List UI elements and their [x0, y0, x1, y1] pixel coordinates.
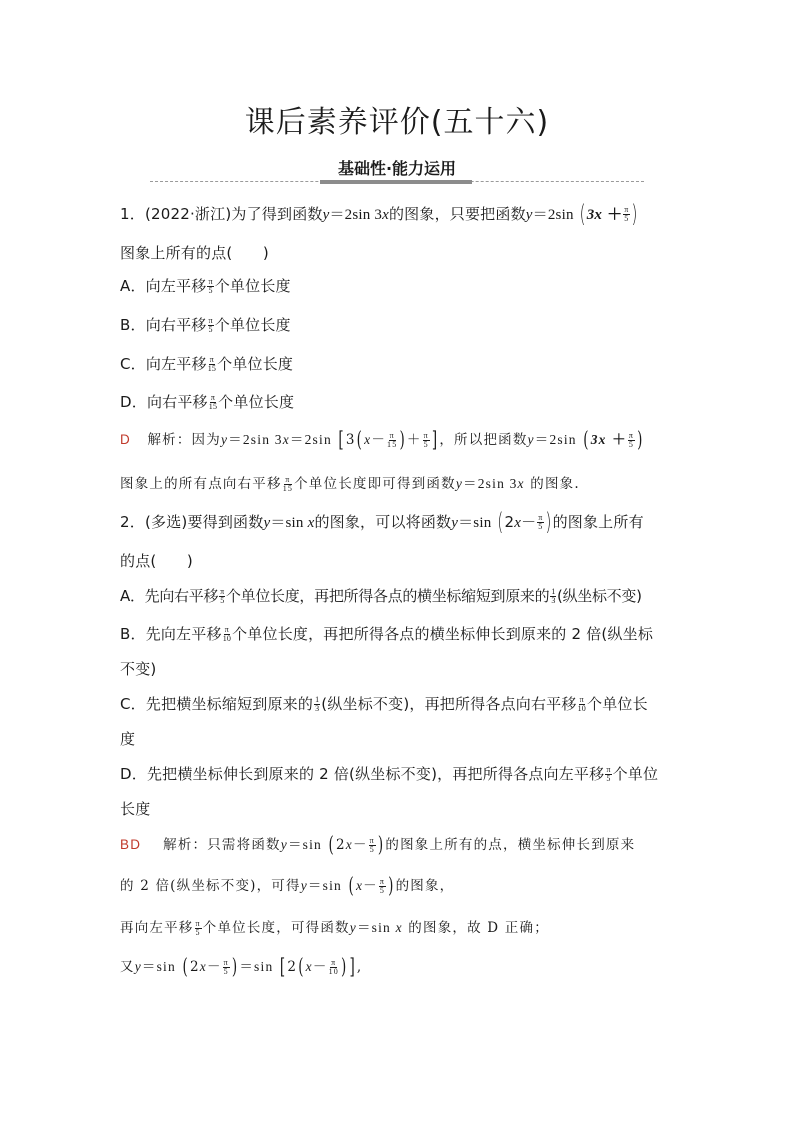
q2-option-b-line2: 不变) [120, 660, 157, 678]
q1-option-c[interactable]: C．向左平移 $\frac{\pi}{15}$ 个单位长度 [120, 355, 294, 373]
q2-analysis: BD 解析：只需将函数y＝sin (2x－ $\frac{\pi}{5}$ )的图象上所有的点，横坐标伸长到原来 [120, 832, 636, 858]
q2-option-b[interactable]: B．先向左平移 $\frac{\pi}{10}$ 个单位长度，再把所得各点的横坐标伸长到原来的 2 倍(纵坐标 [120, 625, 654, 643]
q1-answer: D [120, 432, 131, 447]
q2-option-a[interactable]: A．先向右平移 $\frac{\pi}{5}$ 个单位长度，再把所得各点的横坐标缩短到原来的 $\frac{1}{3}$ (纵坐标不变) [120, 587, 642, 605]
q2-analysis-line2: 的 2 倍(纵坐标不变)，可得y＝sin (x－ $\frac{\pi}{5}$ )的图象， [120, 873, 455, 899]
q2-option-c-line2: 度 [120, 730, 136, 748]
q1-option-b[interactable]: B．向右平移 $\frac{\pi}{5}$ 个单位长度 [120, 316, 291, 334]
q1-analysis-line2: 图象上的所有点向右平移 $\frac{\pi}{15}$ 个单位长度即可得到函数y＝2sin 3x 的图象. [120, 475, 580, 493]
q2-stem-line2: 的点( ) [120, 552, 193, 570]
section-heading-label: 基础性·能力运用 [337, 159, 457, 178]
q2-option-c[interactable]: C．先把横坐标缩短到原来的 $\frac{1}{3}$ (纵坐标不变)，再把所得各点向右平移 $\frac{\pi}{10}$ 个单位长 [120, 695, 648, 713]
q2-answer: BD [120, 837, 142, 852]
q1-analysis: D 解析：因为y＝2sin 3x＝2sin [3(x－ $\frac{\pi}{15}$ )＋ $\frac{\pi}{5}$ ]，所以把函数y＝2sin (3x ＋ $\frac{\pi}{5}$ ) [120, 427, 644, 453]
section-heading [0, 156, 794, 179]
q2-analysis-line3: 再向左平移 $\frac{\pi}{5}$ 个单位长度，可得函数y＝sin x 的图象，故 D 正确； [120, 919, 549, 937]
page-title: 课后素养评价(五十六) [244, 105, 550, 140]
q1-stem-line2: 图象上所有的点( ) [120, 244, 269, 262]
section-underline-bar [320, 180, 472, 184]
q2-option-d[interactable]: D．先把横坐标伸长到原来的 2 倍(纵坐标不变)，再把所得各点向左平移 $\frac{\pi}{5}$ 个单位 [120, 765, 659, 783]
q1-stem: 1．(2022·浙江)为了得到函数y＝2sin 3x的图象，只要把函数y＝2sin (3x ＋ $\frac{\pi}{5}$ ) [120, 199, 638, 229]
q2-stem: 2．(多选)要得到函数y＝sin x的图象，可以将函数y＝sin (2x－ $\frac{\pi}{5}$ )的图象上所有 [120, 507, 644, 537]
q1-option-d[interactable]: D．向右平移 $\frac{\pi}{15}$ 个单位长度 [120, 393, 295, 411]
q2-option-d-line2: 长度 [120, 800, 151, 818]
q1-option-a[interactable]: A．向左平移 $\frac{\pi}{5}$ 个单位长度 [120, 277, 291, 295]
q2-analysis-line4: 又y＝sin (2x－ $\frac{\pi}{5}$ )＝sin [2(x－ $\frac{\pi}{10}$ ) ], [120, 954, 363, 980]
